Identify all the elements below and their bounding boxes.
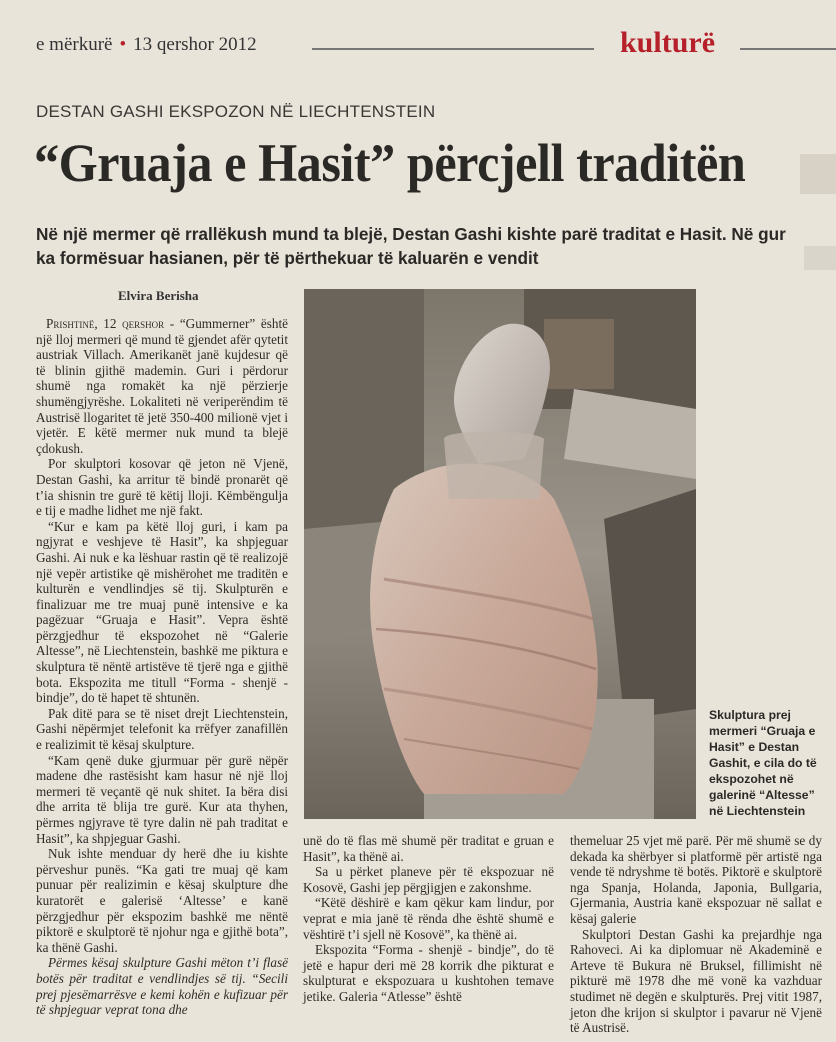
byline: Elvira Berisha [118, 288, 199, 303]
issue-date [36, 34, 257, 56]
kicker: DESTAN GASHI EKSPOZON NË LIECHTENSTEIN [36, 102, 436, 121]
paragraph: Përmes kësaj skulpture Gashi mëton t’i flasë botës për traditat e vendlindjes së tij. “Secili prej pjesëmarrësve e kemi kohën e kufizuar për të shpjeguar veprat tona dhe [36, 955, 288, 1018]
sculpture-photo [304, 289, 696, 819]
paragraph: Pak ditë para se të niset drejt Liechtenstein, Gashi nëpërmjet telefonit ka rrëfyer zanafillën e realizimit të kësaj skulpture. [36, 705, 288, 753]
bullet-icon: • [119, 34, 127, 55]
paragraph: Por skulptori kosovar që jeton në Vjenë, Destan Gashi, ka arritur të bindë pronarët që t’ia shisnin tre gurë të këtij lloji. Këmbëngulja e tij e madhe lidhet me një fakt. [36, 456, 288, 519]
photo-caption: Skulptura prej mermeri “Gruaja e Hasit” e Destan Gashit, e cila do të ekspozohet në galerinë “Altesse” në Liechtenstein [709, 708, 817, 818]
headline: “Gruaja e Hasit” përcjell traditën [34, 133, 746, 193]
paragraph: Ekspozita “Forma - shenjë - bindje”, do të jetë e hapur deri më 28 korrik dhe pikturat e skulpturat e ekspozuara u kushtohen temave jetike. Galeria “Atlesse” është [303, 942, 554, 1004]
body-column-1 [36, 316, 288, 1036]
rule-line [740, 48, 836, 50]
date-text: 13 qershor 2012 [133, 34, 257, 55]
paragraph: “Kur e kam pa këtë lloj guri, i kam pa ngjyrat e veshjeve të Hasit”, ka shpjeguar Gashi. Ai nuk e ka lëshuar rastin që të realizojë një vepër artistike që mishërohet me traditën e kulturën e vendlindjes së tij. Skulpturën e finalizuar me tre muaj punë intensive e ka pagëzuar “Gruaja e Hasit”. Vepra është përzgjedhur të ekspozohet në “Galerie Altesse”, në Liechtenstein, bashkë me piktura e skulptura të nëntë artistëve të tjerë nga e gjithë bota. Ekspozita me titull “Forma - shenjë - bindje”, do të hapet të shtunën. [36, 518, 288, 706]
adjacent-page-bleed [800, 90, 836, 410]
masthead [22, 22, 836, 66]
section-name: kulturë [620, 26, 716, 59]
paragraph: “Kam qenë duke gjurmuar për gurë nëpër madene dhe rastësisht kam hasur në një lloj mermeri të veçantë që nuk shitet. Ia bëra disi dhe arrita të blija tre gurë. Kur ata thyhen, përmes ngjyrave të tyre dalin në pah traditat e Hasit”, ka shpjeguar Gashi. [36, 752, 288, 846]
lead-paragraph: Në një mermer që rrallëkush mund ta blejë, Destan Gashi kishte parë traditat e Hasit. Në gur ka formësuar hasianen, për të përthekuar të kaluarën e vendit [36, 224, 786, 268]
rule-line [312, 48, 594, 50]
paragraph: themeluar 25 vjet më parë. Për më shumë se dy dekada ka shërbyer si platformë për artistë nga vende të ndryshme të botës. Piktorë e skulptorë nga Spanja, Holanda, Japonia, Bullgaria, Gjermania, Austria kanë ekspozuar në sallat e kësaj galerie [570, 833, 822, 926]
paragraph: Skulptori Destan Gashi ka prejardhje nga Rahoveci. Ai ka diplomuar në Akademinë e Arteve të Bukura në Bruksel, fillimisht në pikturë më 1978 dhe më vonë ka vazhduar studimet në degën e skulpturës. Prej vitit 1987, jeton dhe krijon si skulptor i pavarur në Vjenë të Austrisë. [570, 926, 822, 1036]
paragraph: unë do të flas më shumë për traditat e gruan e Hasit”, ka thënë ai. [303, 833, 554, 864]
paragraph: “Këtë dëshirë e kam qëkur kam lindur, por veprat e mia janë të rënda dhe është shumë e vështirë t’i sjell në Kosovë”, ka thënë ai. [303, 895, 554, 942]
body-column-2 [303, 833, 554, 1005]
paragraph: Prishtinë, 12 qershor - “Gummerner” është një lloj mermeri që mund të gjendet afër qytetit austriak Villach. Amerikanët janë kujdesur që të blinin gjithë mademin. Guri i përdorur shumë nga romakët ka një përzierje shumëngjyrëshe. Lokaliteti në veriperëndim të Austrisë llogaritet të jetë 350-400 milionë vjet i vjetër. E këtë mermer nuk mund ta blejë çdokush. [36, 316, 288, 456]
paragraph: Nuk ishte menduar dy herë dhe iu kishte përveshur punës. “Ka gati tre muaj që kam punuar për realizimin e kësaj skulpture dhe kuratorët e galerisë ‘Altesse’ e kanë përzgjedhur për ekspozim bashkë me nëntë piktorë e skulptorë të njohur nga e gjithë bota”, ka thënë Gashi. [36, 846, 288, 955]
paragraph: Sa u përket planeve për të ekspozuar në Kosovë, Gashi jep përgjigjen e zakonshme. [303, 864, 554, 895]
weekday: e mërkurë [36, 34, 113, 55]
dateline: Prishtinë, 12 qershor [46, 316, 165, 331]
sculpture-image [304, 289, 696, 819]
body-column-3 [570, 833, 822, 1036]
